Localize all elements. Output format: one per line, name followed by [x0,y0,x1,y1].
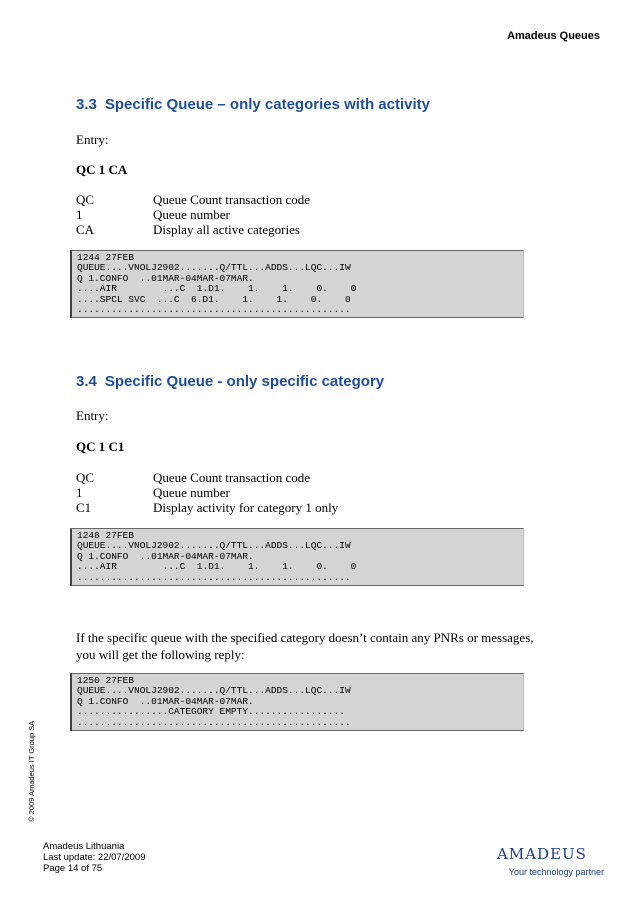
parameter-description: Display all active categories [153,222,300,237]
command-example: QC 1 C1 [76,439,125,454]
parameter-row [76,222,310,237]
terminal-output [70,528,524,586]
terminal-line: ....AIR ...C 1.D1. 1. 1. 0. 0 [77,562,357,573]
parameter-code: QC [76,470,95,485]
parameter-description: Display activity for category 1 only [153,500,339,515]
terminal-line: Q 1.CONFO ..01MAR-04MAR-07MAR. [77,273,254,284]
footer-company: Amadeus Lithuania [43,841,125,852]
parameter-row [76,192,310,207]
terminal-line: ................................................ [77,304,351,315]
document-header-title: Amadeus Queues [507,30,600,42]
parameter-table [76,192,310,237]
parameter-row [76,500,338,515]
terminal-output [70,250,524,318]
parameter-description: Queue number [153,485,230,500]
amadeus-logo [480,842,604,877]
terminal-line: ................CATEGORY EMPTY................. [77,707,345,718]
parameter-row [76,470,338,485]
terminal-output-empty [70,673,524,731]
parameter-description: Queue Count transaction code [153,470,311,485]
logo-wordmark: amadeus [497,840,587,865]
body-paragraph: If the specific queue with the specified category doesn’t contain any PNRs or messages, you will get the following reply: [76,630,534,662]
section-number: 3.3 [76,96,97,113]
parameter-description: Queue Count transaction code [153,192,311,207]
terminal-line: ....SPCL SVC ...C 6.D1. 1. 1. 0. 0 [77,294,351,305]
terminal-line: ....AIR ...C 1.D1. 1. 1. 0. 0 [77,284,357,295]
terminal-line: QUEUE....VNOLJ2902.......Q/TTL...ADDS...LQC...IW [77,541,351,552]
parameter-description: Queue number [153,207,230,222]
parameter-code: CA [76,222,95,237]
entry-label: Entry: [76,408,109,423]
parameter-row [76,207,310,222]
terminal-line: 1250 27FEB [77,676,135,686]
section-heading-3-3 [76,96,430,113]
terminal-line: QUEUE....VNOLJ2902.......Q/TTL...ADDS...LQC...IW [77,686,351,697]
section-title: Specific Queue - only specific category [104,373,385,390]
footer-last-update: Last update: 22/07/2009 [43,852,146,863]
section-title: Specific Queue – only categories with activity [104,96,430,113]
section-number: 3.4 [76,373,97,390]
parameter-code: 1 [76,485,83,500]
terminal-line: 1248 27FEB [77,531,135,541]
section-heading-3-4 [76,373,384,390]
entry-label: Entry: [76,132,109,147]
terminal-line: 1244 27FEB [77,253,135,263]
footer-page-number: Page 14 of 75 [43,863,103,874]
terminal-line: ................................................ [77,717,351,728]
parameter-code: 1 [76,207,83,222]
copyright-notice: © 2009 Amadeus IT Group SA [27,720,36,822]
parameter-row [76,485,338,500]
command-example: QC 1 CA [76,162,128,177]
logo-tagline: Your technology partner [508,867,604,877]
page-footer [43,841,145,874]
parameter-table [76,470,338,515]
terminal-line: Q 1.CONFO ..01MAR-04MAR-07MAR. [77,551,254,562]
parameter-code: C1 [76,500,92,515]
terminal-line: Q 1.CONFO ..01MAR-04MAR-07MAR. [77,696,254,707]
terminal-line: QUEUE....VNOLJ2902.......Q/TTL...ADDS...LQC...IW [77,263,351,274]
terminal-line: ................................................ [77,572,351,583]
parameter-code: QC [76,192,95,207]
